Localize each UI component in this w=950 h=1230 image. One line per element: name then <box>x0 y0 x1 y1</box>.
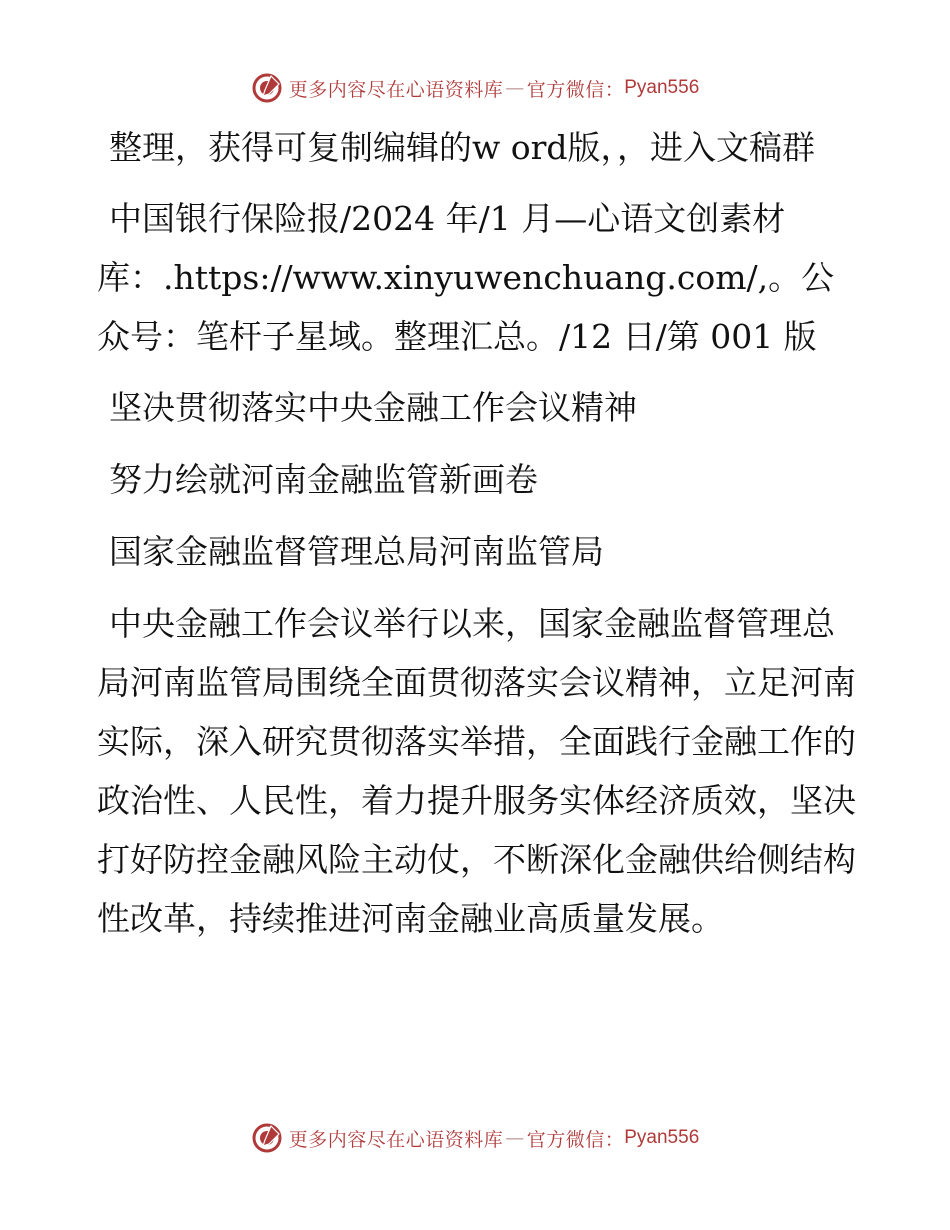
article-author: 国家金融监督管理总局河南监管局 <box>109 532 604 571</box>
watermark-wechat-id: Pyan556 <box>624 1127 700 1148</box>
watermark-wechat-id: Pyan556 <box>624 77 700 98</box>
watermark-official-label: 官方微信： <box>526 78 625 101</box>
watermark-text: 更多内容尽在心语资料库 <box>288 1128 504 1151</box>
brand-logo-icon <box>251 72 283 104</box>
watermark-separator: — <box>505 77 525 99</box>
brand-logo-icon <box>251 1122 283 1154</box>
source-line: 中国银行保险报/2024 年/1 月—心语文创素材库：.https://www.xinyuwenchuang.com/,。公众号：笔杆子星域。整理汇总。/12 日/第 001 版 <box>97 199 835 356</box>
watermark-separator: — <box>505 1127 525 1149</box>
document-body <box>97 118 857 960</box>
watermark-official-label: 官方微信： <box>526 1128 625 1151</box>
watermark-footer <box>0 1122 950 1154</box>
article-subtitle: 努力绘就河南金融监管新画卷 <box>109 460 538 499</box>
watermark-text: 更多内容尽在心语资料库 <box>288 78 504 101</box>
article-title: 坚决贯彻落实中央金融工作会议精神 <box>109 388 637 427</box>
body-paragraph: 中央金融工作会议举行以来，国家金融监督管理总局河南监管局围绕全面贯彻落实会议精神，立足河南实际，深入研究贯彻落实举措，全面践行金融工作的政治性、人民性，着力提升服务实体经济质效，坚决打好防控金融风险主动仗，不断深化金融供给侧结构性改革，持续推进河南金融业高质量发展。 <box>97 604 856 938</box>
watermark-header <box>0 72 950 104</box>
intro-note: 整理，获得可复制编辑的w ord版，，进入文稿群 <box>109 128 816 167</box>
